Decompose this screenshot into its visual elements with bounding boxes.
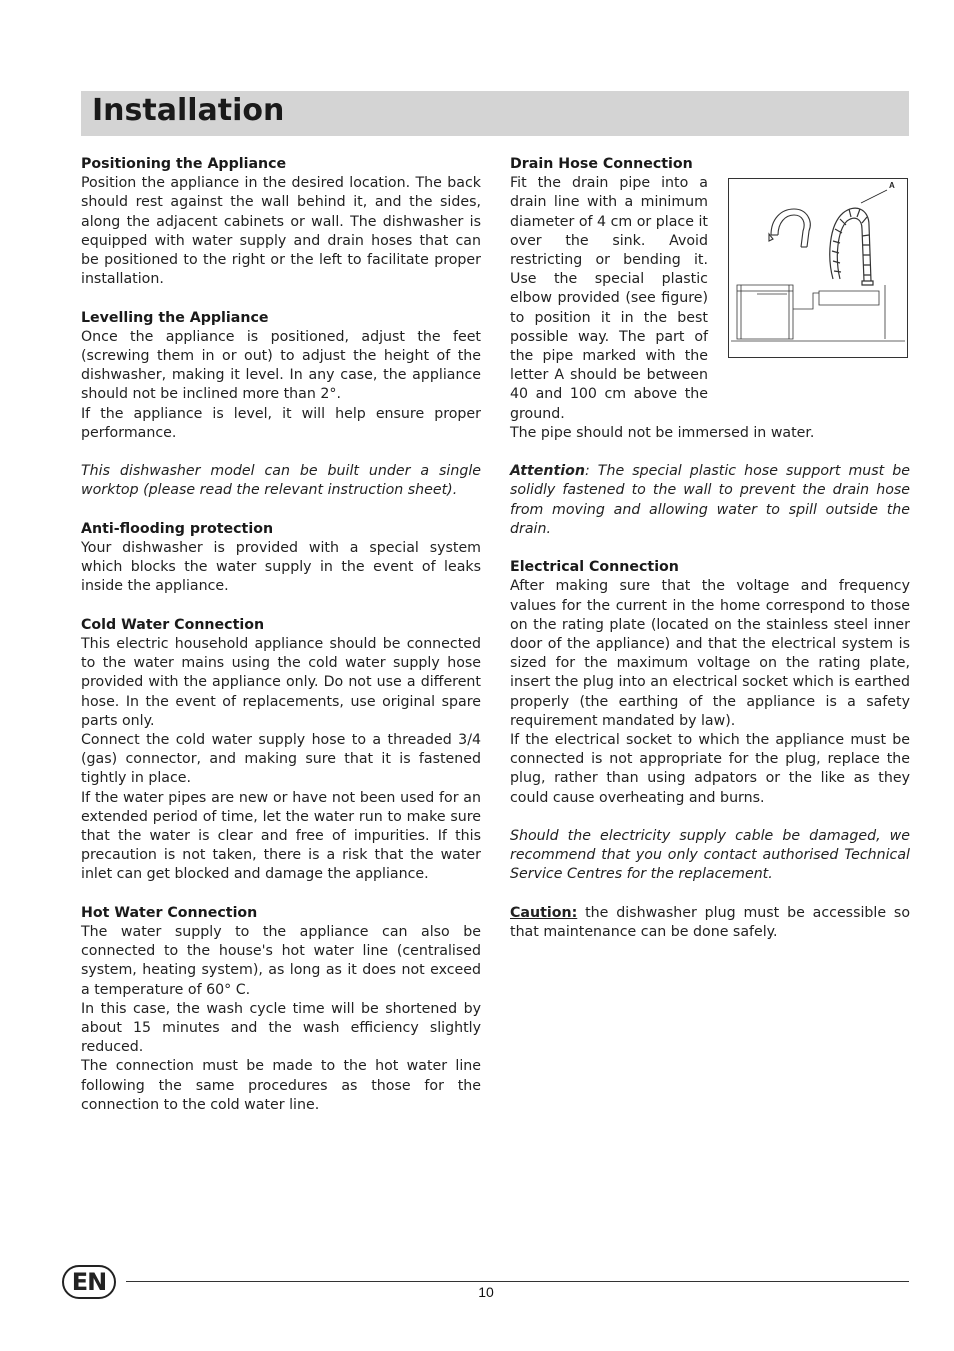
heading-hot-water: Hot Water Connection (81, 904, 258, 921)
left-column (81, 155, 481, 1115)
paragraph: Once the appliance is positioned, adjust the feet (screwing them in or out) to adjust the height of the dishwasher, making it level. In any case, the appliance should not be inclined more than 2°. (81, 328, 481, 403)
caution-text: the dishwasher plug must be accessible so that maintenance can be done safely. (510, 904, 910, 941)
paragraph: The water supply to the appliance can also be connected to the house's hot water line (centralised system, heating system), as long as it does not exceed a temperature of 60° C. (81, 924, 481, 998)
hose-elbow-icon (769, 209, 810, 247)
paragraph: The connection must be made to the hot water line following the same procedures as those for the connection to the cold water line. (81, 1058, 481, 1113)
section-cold-water (81, 616, 481, 885)
attention-label: Attention (510, 463, 585, 480)
paragraph: This electric household appliance should be connected to the water mains using the cold water supply hose provided with the appliance only. Do not use a different hose. In the event of replacements, use original spare parts only. (81, 636, 481, 729)
heading-antiflooding: Anti-flooding protection (81, 520, 274, 537)
paragraph: Connect the cold water supply hose to a threaded 3/4 (gas) connector, and making sure that it is fastened tightly in place. (81, 732, 481, 787)
paragraph: If the electrical socket to which the appliance must be connected is not appropriate for the plug, replace the plug, rather than using adpators or the like as they could cause overheating and burns. (510, 732, 910, 806)
section-hot-water (81, 904, 481, 1115)
page-number: 10 (478, 1284, 494, 1300)
heading-cold-water: Cold Water Connection (81, 616, 265, 633)
paragraph: Your dishwasher is provided with a special system which blocks the water supply in the event of leaks inside the appliance. (81, 540, 481, 595)
section-electrical (510, 558, 910, 884)
drain-hose-diagram (729, 179, 907, 357)
paragraph: If the water pipes are new or have not been used for an extended period of time, let the water run to make sure that the water is clear and free of impurities. If this precaution is not taken, there is a risk that the water inlet can get blocked and damage the appliance. (81, 789, 481, 883)
section-positioning (81, 155, 481, 289)
heading-levelling: Levelling the Appliance (81, 309, 269, 326)
attention-note (510, 462, 910, 539)
dishwasher-icon (731, 285, 905, 341)
heading-positioning: Positioning the Appliance (81, 156, 287, 172)
label-a: A (889, 181, 895, 190)
drain-hose-icon (830, 208, 873, 285)
leader-line (861, 190, 887, 203)
caution-note (510, 904, 910, 942)
footer-rule (126, 1281, 909, 1282)
paragraph: The pipe should not be immersed in water. (510, 424, 815, 441)
drain-hose-figure (728, 178, 908, 358)
heading-drain-hose: Drain Hose Connection (510, 156, 693, 172)
caution-label: Caution: (510, 904, 578, 921)
paragraph: Position the appliance in the desired location. The back should rest against the wall behind it, and the sides, along the adjacent cabinets or wall. The dishwasher is equipped with water supply and drain hoses that can be positioned to the right or the left to facilitate proper installation. (81, 175, 481, 288)
language-badge: EN (62, 1265, 116, 1299)
section-levelling (81, 309, 481, 501)
paragraph: If the appliance is level, it will help ensure proper performance. (81, 405, 481, 441)
paragraph: After making sure that the voltage and frequency values for the current in the home correspond to those on the rating plate (located on the stainless steel inner door of the appliance) and that the electrical system is sized for the maximum voltage on the rating plate, insert the plug into an electrical socket which is earthed properly (the earthing of the appliance is a safety requirement mandated by law). (510, 578, 910, 729)
section-antiflooding (81, 520, 481, 597)
paragraph: In this case, the wash cycle time will be shortened by about 15 minutes and the wash efficiency slightly reduced. (81, 1000, 481, 1056)
note-supply-cable: Should the electricity supply cable be damaged, we recommend that you only contact authorised Technical Service Centres for the replacement. (510, 828, 910, 883)
page-title: Installation (92, 93, 285, 128)
title-bar (81, 91, 909, 136)
paragraph: Fit the drain pipe into a drain line with a minimum diameter of 4 cm or place it over the sink. Avoid restricting or bending it. Use the special plastic elbow provided (see figure) to position it in the best possible way. The part of the pipe marked with the letter A should be between 40 and 100 cm above the ground. (510, 175, 708, 422)
attention-text: : The special plastic hose support must be solidly fastened to the wall to prevent the drain hose from moving and allowing water to spill outside the drain. (510, 463, 910, 537)
heading-electrical: Electrical Connection (510, 559, 679, 576)
note-built-under: This dishwasher model can be built under a single worktop (please read the relevant instruction sheet). (81, 463, 481, 499)
